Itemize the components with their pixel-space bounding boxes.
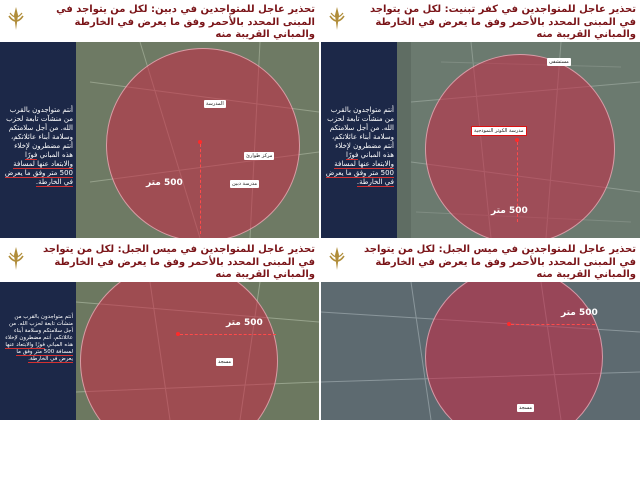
idf-emblem-icon bbox=[6, 246, 26, 272]
warning-title: تحذير عاجل للمتواجدين في كفر تبنيت: لكل من يتواجد في المبنى المحدد بالأحمر وفق ما يعرض في الخارطة والمباني القريبة منه bbox=[369, 4, 636, 40]
distance-label: 500 متر bbox=[146, 178, 183, 188]
danger-radius-circle bbox=[80, 282, 278, 420]
landmark-label: مسجد bbox=[218, 359, 231, 365]
distance-line bbox=[511, 324, 595, 325]
distance-line bbox=[200, 144, 201, 234]
distance-label: 500 متر bbox=[561, 308, 598, 318]
danger-radius-circle bbox=[106, 48, 300, 238]
landmark-label: مركز طوارئ bbox=[246, 153, 273, 159]
idf-emblem-icon bbox=[6, 6, 26, 32]
satellite-map bbox=[321, 42, 640, 238]
panel-header bbox=[0, 240, 319, 282]
distance-label: 500 متر bbox=[226, 318, 263, 328]
sidebar-message: أنتم متواجدون بالقرب من منشآت تابعة لحزب الله. من أجل سلامتكم وسلامة أبناء عائلاتكم، أنتم مضطرون لإخلاء هذه المباني bbox=[327, 106, 394, 159]
distance-line bbox=[180, 334, 276, 335]
landmark-label: مسجد bbox=[519, 405, 532, 411]
warning-title: تحذير عاجل للمتواجدين في دبين: لكل من يتواجد في المبنى المحدد بالأحمر وفق ما يعرض في الخارطة والمباني القريبة منه bbox=[56, 4, 315, 40]
satellite-map bbox=[0, 282, 319, 420]
panel-header bbox=[321, 240, 640, 282]
warning-panel-kfar-tebnit bbox=[321, 0, 640, 238]
warning-sidebar bbox=[0, 282, 76, 420]
distance-label: 500 متر bbox=[491, 206, 528, 216]
warning-title: تحذير عاجل للمتواجدين في ميس الجبل: لكل من يتواجد في المبنى المحدد بالأحمر وفق ما يعرض في الخارطة والمباني القريبة منه bbox=[363, 244, 636, 280]
warning-sidebar bbox=[0, 42, 76, 238]
warning-panel-mais-al-jabal-2 bbox=[0, 240, 319, 420]
panel-header bbox=[321, 0, 640, 42]
panel-header bbox=[0, 0, 319, 42]
warning-sidebar bbox=[321, 42, 397, 238]
warning-panel-mais-al-jabal-1 bbox=[321, 240, 640, 420]
sidebar-warning: فورًا والابتعاد عنها لمسافة 500 متر وفق ما يعرض في الخارطة. bbox=[5, 342, 73, 362]
satellite-map bbox=[321, 282, 640, 420]
sidebar-warning: فورًا والابتعاد عنها لمسافة 500 متر وفق ما يعرض في الخارطة. bbox=[325, 151, 394, 186]
warning-title: تحذير عاجل للمتواجدين في ميس الجبل: لكل من يتواجد في المبنى المحدد بالأحمر وفق ما يعرض في الخارطة والمباني القريبة منه bbox=[42, 244, 315, 280]
landmark-label: مدرسة دبين bbox=[232, 181, 258, 187]
idf-emblem-icon bbox=[327, 6, 347, 32]
idf-emblem-icon bbox=[327, 246, 347, 272]
sidebar-message: أنتم متواجدون بالقرب من منشآت تابعة لحزب الله. من أجل سلامتكم وسلامة أبناء عائلاتكم، أنتم مضطرون لإخلاء هذه المباني bbox=[6, 106, 73, 159]
target-building-label: المدرسة bbox=[206, 101, 224, 107]
sidebar-message: أنتم متواجدون بالقرب من منشآت تابعة لحزب الله. من أجل سلامتكم وسلامة أبناء عائلاتكم، أنتم مضطرون لإخلاء هذه المباني bbox=[5, 314, 73, 348]
target-building-label: مدرسة الكوثر النموذجية bbox=[471, 126, 527, 136]
danger-radius-circle bbox=[425, 282, 603, 420]
landmark-label: مستشفى bbox=[549, 59, 569, 65]
warning-panel-dibbin bbox=[0, 0, 319, 238]
sidebar-warning: فورًا والابتعاد عنها لمسافة 500 متر وفق ما يعرض في الخارطة. bbox=[4, 151, 73, 186]
satellite-map bbox=[0, 42, 319, 238]
